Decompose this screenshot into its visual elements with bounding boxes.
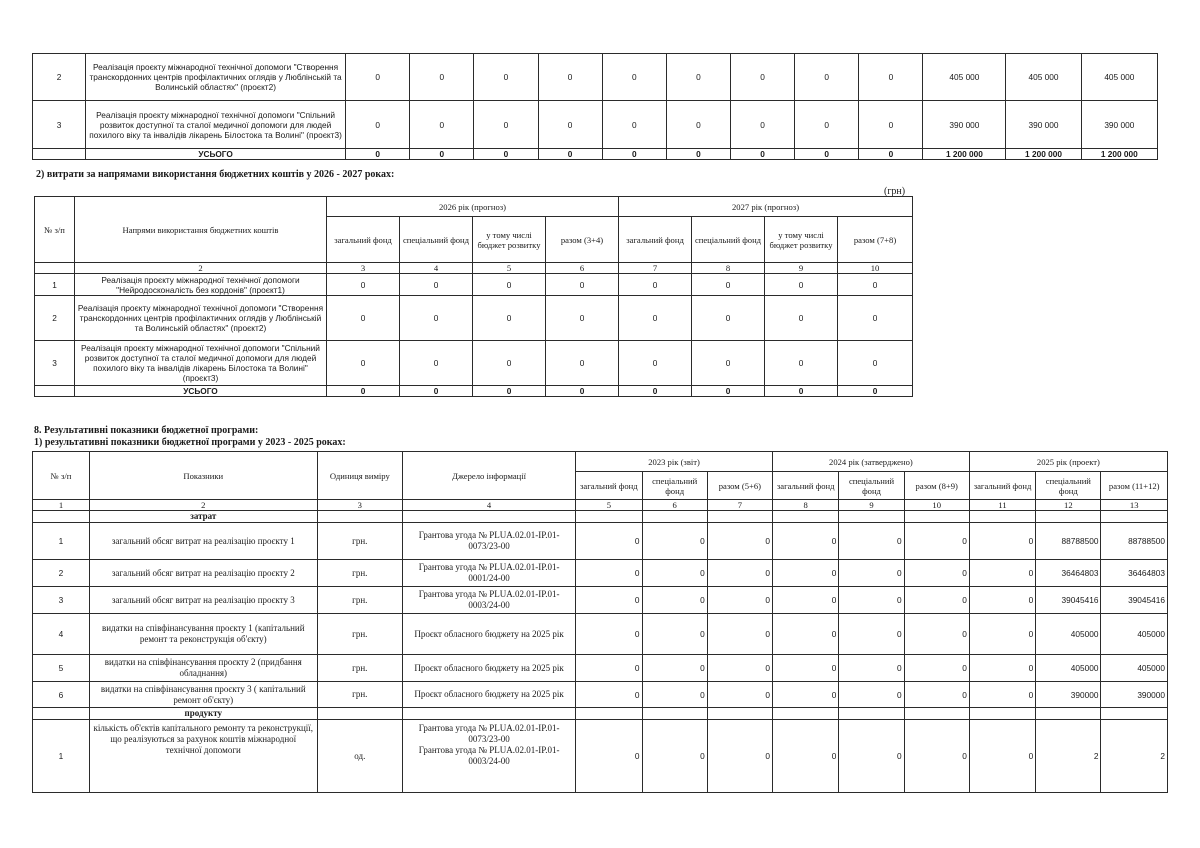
col-header-total: разом (3+4) bbox=[546, 217, 619, 263]
cell-value: 0 bbox=[969, 587, 1035, 614]
cell-value: 39045416 bbox=[1036, 587, 1101, 614]
col-header-special-fund: спеціальний фонд bbox=[400, 217, 473, 263]
cell-value: 0 bbox=[838, 296, 913, 341]
col-number: 4 bbox=[400, 263, 473, 274]
cell-value: 0 bbox=[772, 720, 838, 793]
header-row bbox=[33, 452, 1168, 472]
cell-value: 0 bbox=[692, 341, 765, 386]
cell-value: 88788500 bbox=[1036, 523, 1101, 560]
col-number: 7 bbox=[619, 263, 692, 274]
total-value: 0 bbox=[692, 386, 765, 397]
cell-value: 0 bbox=[642, 614, 707, 655]
cell-value: 0 bbox=[473, 341, 546, 386]
cell-value: 0 bbox=[904, 587, 969, 614]
table-row bbox=[35, 274, 913, 296]
cell-value: 0 bbox=[969, 655, 1035, 682]
table-row bbox=[33, 101, 1158, 149]
cell-value: 0 bbox=[707, 720, 772, 793]
col-header-num: № з/п bbox=[33, 452, 90, 500]
cell-value: 0 bbox=[707, 682, 772, 708]
cell-value: 0 bbox=[904, 523, 969, 560]
col-number: 4 bbox=[403, 500, 576, 511]
cell-value: 0 bbox=[730, 101, 794, 149]
performance-indicators-table bbox=[32, 451, 1168, 793]
cell-value: 0 bbox=[474, 101, 538, 149]
source: Грантова угода № PLUA.02.01-IP.01-0001/24-00 bbox=[403, 560, 576, 587]
col-header-source: Джерело інформації bbox=[403, 452, 576, 500]
col-header-general-fund: загальний фонд bbox=[969, 472, 1035, 500]
source: Проєкт обласного бюджету на 2025 рік bbox=[403, 655, 576, 682]
cell-value: 0 bbox=[642, 523, 707, 560]
total-value: 0 bbox=[474, 149, 538, 160]
col-number: 9 bbox=[765, 263, 838, 274]
cell-value: 0 bbox=[576, 523, 642, 560]
cell-value: 0 bbox=[474, 54, 538, 101]
col-number: 7 bbox=[707, 500, 772, 511]
col-number: 11 bbox=[969, 500, 1035, 511]
indicator-name: видатки на співфінансування проєкту 2 (придбання обладнання) bbox=[89, 655, 317, 682]
cell-value: 0 bbox=[839, 655, 904, 682]
total-value: 0 bbox=[410, 149, 474, 160]
cell-value: 0 bbox=[576, 720, 642, 793]
cell-value: 405000 bbox=[1101, 614, 1168, 655]
cell-value: 405 000 bbox=[1006, 54, 1081, 101]
indicator-name: загальний обсяг витрат на реалізацію проєкту 1 bbox=[89, 523, 317, 560]
cell-value: 0 bbox=[666, 101, 730, 149]
col-header-general-fund: загальний фонд bbox=[576, 472, 642, 500]
total-value: 0 bbox=[473, 386, 546, 397]
total-value: 0 bbox=[538, 149, 602, 160]
cell-value: 0 bbox=[904, 655, 969, 682]
col-number: 1 bbox=[33, 500, 90, 511]
indicator-name: видатки на співфінансування проєкту 3 ( капітальний ремонт об'єкту) bbox=[89, 682, 317, 708]
cell-value: 0 bbox=[692, 274, 765, 296]
header-row bbox=[35, 197, 913, 217]
col-number: 10 bbox=[838, 263, 913, 274]
total-value: 0 bbox=[327, 386, 400, 397]
unit: грн. bbox=[317, 587, 402, 614]
col-header-total: разом (11+12) bbox=[1101, 472, 1168, 500]
cell-value: 0 bbox=[576, 587, 642, 614]
source-line: Грантова угода № PLUA.02.01-IP.01-0073/23-00 bbox=[418, 723, 560, 744]
total-row bbox=[33, 149, 1158, 160]
column-number-row bbox=[35, 263, 913, 274]
cell-value: 0 bbox=[904, 682, 969, 708]
section-8-subheading: 1) результативні показники бюджетної програми у 2023 - 2025 роках: bbox=[34, 437, 346, 448]
source: Проєкт обласного бюджету на 2025 рік bbox=[403, 614, 576, 655]
cell-value: 0 bbox=[642, 560, 707, 587]
cell-value: 0 bbox=[707, 587, 772, 614]
table-row bbox=[33, 655, 1168, 682]
cell-value: 0 bbox=[346, 54, 410, 101]
cell-value: 405 000 bbox=[1081, 54, 1157, 101]
col-header-general-fund: загальний фонд bbox=[619, 217, 692, 263]
col-number: 12 bbox=[1036, 500, 1101, 511]
cell-value: 0 bbox=[730, 54, 794, 101]
cell-value: 0 bbox=[795, 54, 859, 101]
cell-value: 390 000 bbox=[1006, 101, 1081, 149]
row-name: Реалізація проєкту міжнародної технічної допомоги "Створення транскордонних центрів профілактичних оглядів у Люблінській та Волинській областях" (проєкт2) bbox=[86, 54, 346, 101]
cell-value: 390000 bbox=[1036, 682, 1101, 708]
cell-value: 0 bbox=[576, 614, 642, 655]
cell-value: 0 bbox=[772, 682, 838, 708]
indicator-name: видатки на співфінансування проєкту 1 (капітальний ремонт та реконструкція об'єкту) bbox=[89, 614, 317, 655]
col-number: 5 bbox=[473, 263, 546, 274]
cell-value: 0 bbox=[765, 296, 838, 341]
cell-value: 0 bbox=[400, 341, 473, 386]
cell-value: 0 bbox=[619, 341, 692, 386]
row-name: Реалізація проєкту міжнародної технічної допомоги "Спільний розвиток доступної та сталої медичної допомоги для людей похилого віку та інвалідів лікарень Білостока та Волині" (проєкт3) bbox=[75, 341, 327, 386]
col-header-total: разом (5+6) bbox=[707, 472, 772, 500]
col-number: 8 bbox=[692, 263, 765, 274]
group-row-costs bbox=[33, 511, 1168, 523]
cell-value: 36464803 bbox=[1101, 560, 1168, 587]
cell-value: 0 bbox=[839, 560, 904, 587]
col-header-special-fund: спеціальний фонд bbox=[692, 217, 765, 263]
row-number: 3 bbox=[33, 101, 86, 149]
row-number: 1 bbox=[35, 274, 75, 296]
table-row bbox=[33, 682, 1168, 708]
total-value: 0 bbox=[602, 149, 666, 160]
col-header-development-budget: у тому числі бюджет розвитку bbox=[473, 217, 546, 263]
table-row bbox=[35, 341, 913, 386]
cell-value: 0 bbox=[904, 720, 969, 793]
indicator-name: загальний обсяг витрат на реалізацію проєкту 3 bbox=[89, 587, 317, 614]
row-number: 3 bbox=[35, 341, 75, 386]
col-number: 3 bbox=[327, 263, 400, 274]
cell-value: 0 bbox=[546, 274, 619, 296]
table-row bbox=[33, 720, 1168, 793]
row-number: 5 bbox=[33, 655, 90, 682]
row-name: Реалізація проєкту міжнародної технічної допомоги "Створення транскордонних центрів профілактичних оглядів у Люблінській та Волинській областях" (проєкт2) bbox=[75, 296, 327, 341]
source: Грантова угода № PLUA.02.01-IP.01-0073/23-00 bbox=[403, 523, 576, 560]
cell-value: 0 bbox=[473, 274, 546, 296]
cell-value: 0 bbox=[859, 54, 923, 101]
total-value: 0 bbox=[546, 386, 619, 397]
cell-value: 0 bbox=[327, 341, 400, 386]
cell-value: 0 bbox=[839, 720, 904, 793]
group-label: затрат bbox=[89, 511, 317, 523]
cell-value: 0 bbox=[619, 296, 692, 341]
col-header-year-2025: 2025 рік (проект) bbox=[969, 452, 1167, 472]
table-row bbox=[33, 523, 1168, 560]
cell-value: 0 bbox=[969, 720, 1035, 793]
col-header-special-fund: спеціальний фонд bbox=[1036, 472, 1101, 500]
cell-value: 405000 bbox=[1036, 614, 1101, 655]
cell-value: 0 bbox=[327, 274, 400, 296]
col-header-year-2027: 2027 рік (прогноз) bbox=[619, 197, 913, 217]
row-number: 2 bbox=[33, 54, 86, 101]
col-number: 2 bbox=[89, 500, 317, 511]
group-label: продукту bbox=[89, 708, 317, 720]
cell-value: 0 bbox=[707, 614, 772, 655]
cell-value: 0 bbox=[969, 614, 1035, 655]
total-value: 0 bbox=[666, 149, 730, 160]
col-number: 2 bbox=[75, 263, 327, 274]
total-value: 0 bbox=[838, 386, 913, 397]
cell-value: 36464803 bbox=[1036, 560, 1101, 587]
cell-value: 390000 bbox=[1101, 682, 1168, 708]
total-value: 0 bbox=[795, 149, 859, 160]
cell-value: 0 bbox=[642, 720, 707, 793]
unit: грн. bbox=[317, 523, 402, 560]
col-header-general-fund: загальний фонд bbox=[327, 217, 400, 263]
cell-value: 0 bbox=[538, 101, 602, 149]
cell-value: 0 bbox=[839, 682, 904, 708]
cell-value: 0 bbox=[969, 682, 1035, 708]
total-value: 0 bbox=[400, 386, 473, 397]
table-row bbox=[33, 614, 1168, 655]
cell-value: 0 bbox=[765, 274, 838, 296]
col-header-year-2023: 2023 рік (звіт) bbox=[576, 452, 773, 472]
cell-value: 0 bbox=[642, 587, 707, 614]
col-header-num: № з/п bbox=[35, 197, 75, 263]
cell-value: 0 bbox=[666, 54, 730, 101]
col-number bbox=[35, 263, 75, 274]
cell-value: 88788500 bbox=[1101, 523, 1168, 560]
cell-value: 0 bbox=[400, 274, 473, 296]
row-number: 3 bbox=[33, 587, 90, 614]
cell-value: 390 000 bbox=[1081, 101, 1157, 149]
unit: од. bbox=[317, 720, 402, 793]
cell-value: 390 000 bbox=[923, 101, 1006, 149]
cell-value: 2 bbox=[1101, 720, 1168, 793]
total-label: УСЬОГО bbox=[75, 386, 327, 397]
cell-value: 0 bbox=[839, 523, 904, 560]
col-header-development-budget: у тому числі бюджет розвитку bbox=[765, 217, 838, 263]
cell-value: 405000 bbox=[1036, 655, 1101, 682]
row-number: 2 bbox=[35, 296, 75, 341]
table-row bbox=[33, 54, 1158, 101]
col-header-special-fund: спеціальний фонд bbox=[839, 472, 904, 500]
col-header-total: разом (7+8) bbox=[838, 217, 913, 263]
col-header-special-fund: спеціальний фонд bbox=[642, 472, 707, 500]
cell-value: 0 bbox=[602, 101, 666, 149]
cell-value: 0 bbox=[772, 523, 838, 560]
table-row bbox=[33, 587, 1168, 614]
row-number: 4 bbox=[33, 614, 90, 655]
cell-value: 0 bbox=[707, 523, 772, 560]
cell-value: 405000 bbox=[1101, 655, 1168, 682]
total-value: 0 bbox=[859, 149, 923, 160]
unit: грн. bbox=[317, 682, 402, 708]
cell-value: 0 bbox=[619, 274, 692, 296]
row-number: 1 bbox=[33, 720, 90, 793]
cell-value: 0 bbox=[859, 101, 923, 149]
cell-value: 0 bbox=[969, 523, 1035, 560]
cell-value: 0 bbox=[642, 682, 707, 708]
unit: грн. bbox=[317, 560, 402, 587]
cell-value: 0 bbox=[576, 655, 642, 682]
group-row-product bbox=[33, 708, 1168, 720]
cell-value: 0 bbox=[346, 101, 410, 149]
unit: грн. bbox=[317, 655, 402, 682]
col-header-indicator: Показники bbox=[89, 452, 317, 500]
cell-value: 0 bbox=[839, 614, 904, 655]
cell-value: 0 bbox=[839, 587, 904, 614]
total-label: УСЬОГО bbox=[86, 149, 346, 160]
expenses-2026-2027-table bbox=[34, 196, 913, 397]
currency-unit-label: (грн) bbox=[884, 186, 906, 197]
source: Проєкт обласного бюджету на 2025 рік bbox=[403, 682, 576, 708]
cell-value: 0 bbox=[772, 655, 838, 682]
total-value: 1 200 000 bbox=[1081, 149, 1157, 160]
section-8-heading: 8. Результативні показники бюджетної програми: bbox=[34, 425, 259, 436]
source bbox=[403, 720, 576, 793]
col-number: 6 bbox=[642, 500, 707, 511]
cell-value: 0 bbox=[400, 296, 473, 341]
cell-value: 0 bbox=[546, 296, 619, 341]
cell-value: 0 bbox=[904, 614, 969, 655]
cell-value: 0 bbox=[327, 296, 400, 341]
total-value: 0 bbox=[346, 149, 410, 160]
col-header-name: Напрями використання бюджетних коштів bbox=[75, 197, 327, 263]
table-row bbox=[33, 560, 1168, 587]
col-header-general-fund: загальний фонд bbox=[772, 472, 838, 500]
total-value: 1 200 000 bbox=[1006, 149, 1081, 160]
col-number: 5 bbox=[576, 500, 642, 511]
cell-value: 0 bbox=[838, 274, 913, 296]
cell-value: 0 bbox=[546, 341, 619, 386]
cell-value: 0 bbox=[795, 101, 859, 149]
row-name: Реалізація проєкту міжнародної технічної допомоги "Нейродосконалість без кордонів" (проєкт1) bbox=[75, 274, 327, 296]
col-header-year-2026: 2026 рік (прогноз) bbox=[327, 197, 619, 217]
cell-value: 0 bbox=[473, 296, 546, 341]
col-number: 9 bbox=[839, 500, 904, 511]
cell-value: 0 bbox=[707, 560, 772, 587]
total-value: 1 200 000 bbox=[923, 149, 1006, 160]
total-value: 0 bbox=[619, 386, 692, 397]
unit: грн. bbox=[317, 614, 402, 655]
cell-value: 0 bbox=[707, 655, 772, 682]
expenses-2023-2025-table-continuation bbox=[32, 53, 1158, 160]
cell-value: 0 bbox=[692, 296, 765, 341]
section-2-heading: 2) витрати за напрямами використання бюджетних коштів у 2026 - 2027 роках: bbox=[36, 169, 395, 180]
row-name: Реалізація проєкту міжнародної технічної допомоги "Спільний розвиток доступної та сталої медичної допомоги для людей похилого віку та інвалідів лікарень Білостока та Волині" (проєкт3) bbox=[86, 101, 346, 149]
cell-value: 0 bbox=[969, 560, 1035, 587]
col-number: 6 bbox=[546, 263, 619, 274]
cell-value: 0 bbox=[772, 560, 838, 587]
cell-value: 39045416 bbox=[1101, 587, 1168, 614]
cell-value: 0 bbox=[904, 560, 969, 587]
total-value: 0 bbox=[765, 386, 838, 397]
cell-value: 0 bbox=[772, 587, 838, 614]
col-header-year-2024: 2024 рік (затверджено) bbox=[772, 452, 969, 472]
col-number: 8 bbox=[772, 500, 838, 511]
total-value: 0 bbox=[730, 149, 794, 160]
indicator-name: кількість об'єктів капітального ремонту та реконструкції, що реалізуються за рахунок коштів міжнародної технічної допомоги bbox=[89, 720, 317, 793]
col-number: 3 bbox=[317, 500, 402, 511]
col-header-unit: Одиниця виміру bbox=[317, 452, 402, 500]
col-number: 10 bbox=[904, 500, 969, 511]
table-row bbox=[35, 296, 913, 341]
cell-value: 0 bbox=[772, 614, 838, 655]
row-number: 1 bbox=[33, 523, 90, 560]
column-number-row bbox=[33, 500, 1168, 511]
cell-value: 0 bbox=[576, 682, 642, 708]
source-line: Грантова угода № PLUA.02.01-IP.01-0003/24-00 bbox=[418, 745, 560, 766]
cell-value: 0 bbox=[410, 101, 474, 149]
cell-value: 0 bbox=[838, 341, 913, 386]
cell-value: 0 bbox=[765, 341, 838, 386]
cell-value: 0 bbox=[602, 54, 666, 101]
cell-value: 0 bbox=[642, 655, 707, 682]
cell-value: 2 bbox=[1036, 720, 1101, 793]
row-number: 6 bbox=[33, 682, 90, 708]
cell-value: 0 bbox=[538, 54, 602, 101]
total-row bbox=[35, 386, 913, 397]
cell-value: 0 bbox=[576, 560, 642, 587]
source: Грантова угода № PLUA.02.01-IP.01-0003/24-00 bbox=[403, 587, 576, 614]
cell-value: 405 000 bbox=[923, 54, 1006, 101]
indicator-name: загальний обсяг витрат на реалізацію проєкту 2 bbox=[89, 560, 317, 587]
row-number: 2 bbox=[33, 560, 90, 587]
col-header-total: разом (8+9) bbox=[904, 472, 969, 500]
cell-value: 0 bbox=[410, 54, 474, 101]
col-number: 13 bbox=[1101, 500, 1168, 511]
